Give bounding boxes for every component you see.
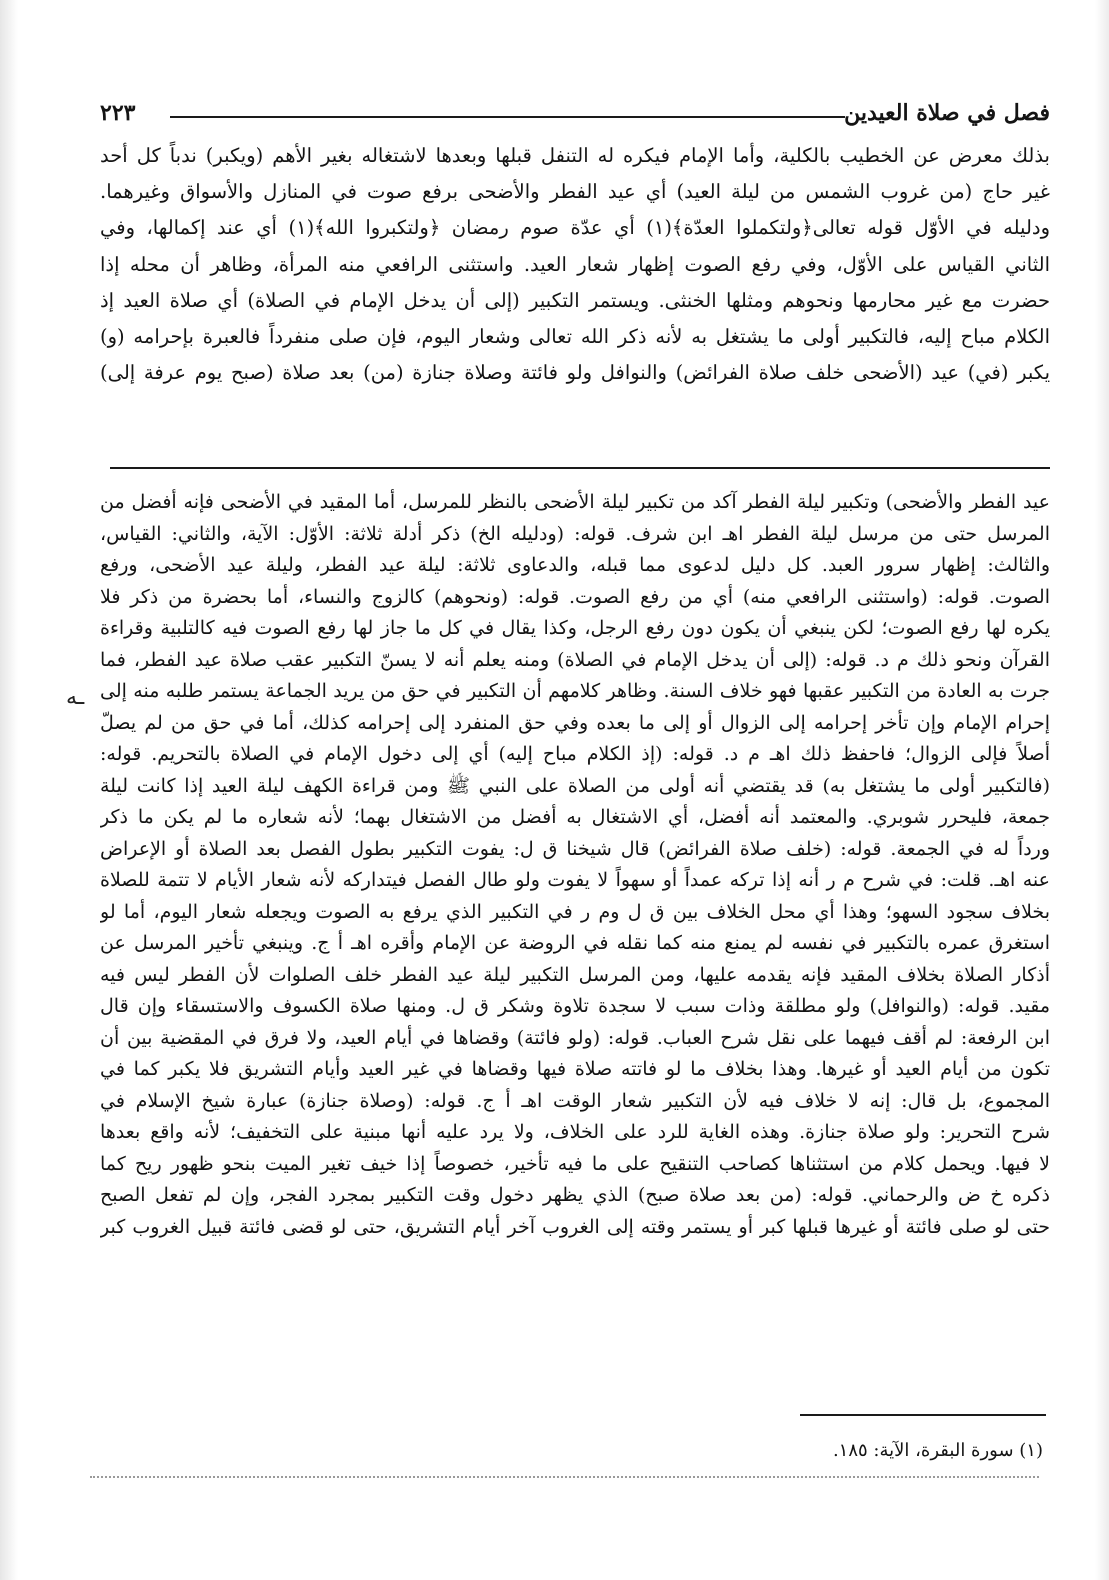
commentary-line: (فالتكبير أولى ما يشتغل به) قد يقتضي أنه أولى من الصلاة على النبي ﷺ ومن قراءة الكهف ليلة العيد إذا كانت ليلة [100, 774, 1050, 797]
commentary-line: تكون من أيام العيد أو غيرها. وهذا بخلاف ما لو فاتته صلاة فيها وقضاها في غير العيد وأيام التشريق فلا يكبر كما في [100, 1058, 1050, 1080]
main-text [100, 138, 1050, 391]
commentary-line: الصوت. قوله: (واستثنى الرافعي منه) أي من رفع الصوت. قوله: (ونحوهم) كالزوج والنساء، أما بحضرة من ذكر فلا [100, 585, 1050, 608]
main-line: بذلك معرض عن الخطيب بالكلية، وأما الإمام فيكره له التنفل قبلها وبعدها لاشتغاله بغير الأهم (ويكبر) ندباً كل أحد [100, 144, 1050, 167]
text-separator-rule [110, 467, 1050, 469]
main-line: ودليله في الأوّل قوله تعالى﴿ولتكملوا العدّة﴾(١) أي عدّة صوم رمضان ﴿ولتكبروا الله﴾(١) أي عند إكمالها، وفي [100, 216, 1050, 240]
commentary-line: يكره لها رفع الصوت؛ لكن ينبغي أن يكون دون رفع الرجل، وكذا يقال في كل ما جاز لها رفع الصوت فيه كالتلبية وقراءة [100, 617, 1050, 639]
commentary-line: والثالث: إظهار سرور العبد. كل دليل لدعوى مما قبله، والدعاوى ثلاثة: ليلة عيد الفطر، وليلة عيد الأضحى، ورفع [100, 554, 1050, 576]
commentary-line: ذكره خ ض والرحماني. قوله: (من بعد صلاة صبح) الذي يظهر دخول وقت التكبير بمجرد الفجر، وإن لم تفعل الصبح [100, 1184, 1050, 1206]
scan-edge-right [1095, 0, 1109, 1580]
commentary-line: المرسل حتى من مرسل ليلة الفطر اهـ ابن شرف. قوله: (ودليله الخ) ذكر أدلة ثلاثة: الأوّل: الآية، والثاني: القياس، [100, 522, 1050, 545]
commentary-line: شرح التحرير: ولو صلاة جنازة. وهذه الغاية للرد على الخلاف، ولا يرد عليه أنها مبنية على التخفيف؛ لأنه واقع بعدها [100, 1121, 1050, 1143]
commentary-line: مقيد. قوله: (والنوافل) ولو مطلقة وذات سبب لا سجدة تلاوة وشكر ق ل. ومنها صلاة الكسوف والاستسقاء وإن قال [100, 995, 1050, 1017]
page-number: ٢٢٣ [100, 100, 136, 126]
commentary-line: أصلاً فإلى الزوال؛ فاحفظ ذلك اهـ م د. قوله: (إذ الكلام مباح إليه) أي إلى دخول الإمام في الصلاة بالتحريم. قوله: [100, 743, 1050, 765]
commentary-line: عنه اهـ. قلت: في شرح م ر أنه إذا تركه عمداً أو سهواً لا يفوت ولو طال الفصل فيتداركه لأنه شعار الأيام لا تتمة للصلاة [100, 869, 1050, 891]
commentary-line: جمعة، فليحرر شوبري. والمعتمد أنه أفضل، أي الاشتغال به أفضل من الاشتغال بهما؛ لأنه شعاره ما لم يكن ما ذكر [100, 806, 1050, 828]
commentary-line: استغرق عمره بالتكبير في نفسه لم يمنع منه كما نقله في الروضة عن الإمام وأقره اهـ أ ج. وينبغي تأخير المرسل عن [100, 932, 1050, 954]
header-rule [170, 116, 845, 118]
commentary-line: المجموع، بل قال: إنه لا خلاف فيه لأن التكبير شعار الوقت اهـ أ ج. قوله: (وصلاة جنازة) عبارة شيخ الإسلام في [100, 1089, 1050, 1112]
commentary-line: القرآن ونحو ذلك م د. قوله: (إلى أن يدخل الإمام في الصلاة) ومنه يعلم أنه لا يسنّ التكبير عقب صلاة عيد الفطر، فما [100, 648, 1050, 671]
main-line: غير حاج (من غروب الشمس من ليلة العيد) أي عيد الفطر والأضحى برفع صوت في المنازل والأسواق وغيرهما. [100, 180, 1050, 204]
main-line: الثاني القياس على الأوّل، وفي رفع الصوت إظهار شعار العيد. واستثنى الرافعي منه المرأة، وظاهر أن محله إذا [100, 252, 1050, 276]
commentary-text [100, 487, 1050, 1243]
commentary-line: جرت به العادة من التكبير عقبها فهو خلاف السنة. وظاهر كلامهم أن التكبير في حق من يريد الجماعة يستمر طلبه منه إلى [100, 680, 1050, 702]
margin-mark: ـه [66, 685, 85, 710]
commentary-line: عيد الفطر والأضحى) وتكبير ليلة الفطر آكد من تكبير ليلة الأضحى بالنظر للمرسل، أما المقيد في الأضحى فإنه أفضل من [100, 491, 1050, 513]
main-line: يكبر (في) عيد (الأضحى خلف صلاة الفرائض) والنوافل ولو فائتة وصلاة جنازة (من) بعد صلاة (صبح يوم عرفة إلى) [100, 361, 1050, 385]
commentary-line: أذكار الصلاة بخلاف المقيد فإنه يقدمه عليها، ومن المرسل التكبير ليلة عيد الفطر خلف الصلوات لأن الفطر ليس فيه [100, 963, 1050, 986]
commentary-line: ابن الرفعة: لم أقف فيهما على نقل شرح العباب. قوله: (ولو فائتة) وقضاها في أيام العيد، ولا فرق في المقضية بين أن [100, 1026, 1050, 1049]
commentary-line: ورداً له في الجمعة. قوله: (خلف صلاة الفرائض) قال شيخنا ق ل: يفوت التكبير بطول الفصل بعد الصلاة أو الإعراض [100, 837, 1050, 860]
scan-edge-left [0, 0, 18, 1580]
main-line: حضرت مع غير محارمها ونحوهم ومثلها الخنثى. ويستمر التكبير (إلى أن يدخل الإمام في الصلاة) أي صلاة العيد إذ [100, 288, 1050, 312]
scan-bottom-edge [90, 1460, 1039, 1478]
page-header [100, 96, 1050, 132]
commentary-line: حتى لو صلى فائتة أو غيرها قبلها كبر أو يستمر وقته إلى الغروب آخر أيام التشريق، حتى لو قضى فائتة قبيل الغروب كبر [100, 1215, 1050, 1238]
running-title: فصل في صلاة العيدين [844, 100, 1050, 126]
commentary-line: لا فيها. ويحمل كلام من استثناها كصاحب التنقيح على ما فيه تأخير، خصوصاً إذا خيف تغير الميت بنحو ظهور ريح كما [100, 1152, 1050, 1175]
footnote: (١) سورة البقرة، الآية: ١٨٥. [832, 1440, 1043, 1461]
main-line: الكلام مباح إليه، فالتكبير أولى ما يشتغل به لأنه ذكر الله تعالى وشعار اليوم، فإن صلى منفرداً فالعبرة بإحرامه (و) [100, 325, 1050, 349]
commentary-line: بخلاف سجود السهو؛ وهذا أي محل الخلاف بين ق ل وم ر في التكبير الذي يرفع به الصوت ويجعله شعار اليوم، أما لو [100, 900, 1050, 923]
footnote-rule [800, 1414, 1046, 1416]
commentary-line: إحرام الإمام وإن تأخر إحرامه إلى الزوال أو إلى ما بعده وفي حق المنفرد إلى إحرامه كذلك، أما في حق من لم يصلّ [100, 711, 1050, 734]
